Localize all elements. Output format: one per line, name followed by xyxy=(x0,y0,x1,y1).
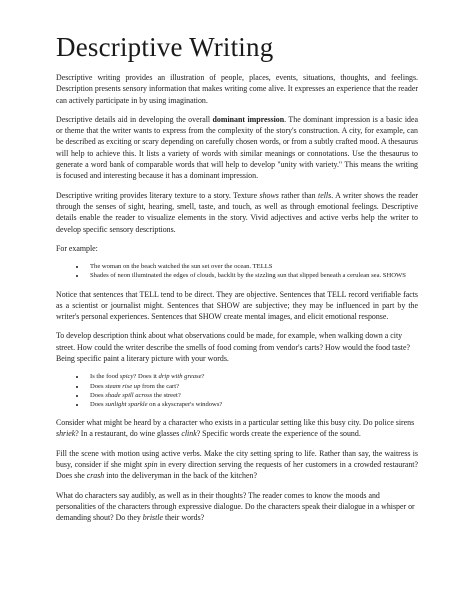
italic-term: tells xyxy=(318,190,332,200)
example-list-sensory xyxy=(56,372,418,409)
paragraph-texture xyxy=(56,190,418,235)
italic-term: clink xyxy=(181,429,197,439)
text: What do characters say audibly, as well as in their thoughts? The reader comes to know the moods and personalities of the characters through expressive dialogue. Do the characters speak their dialogue in a whisper or demanding shout? Do they xyxy=(56,490,415,523)
text: the street? xyxy=(152,391,181,399)
text: . The dominant impression is a basic idea or theme that the writer wants to express from the complexity of the story's construction. A city, for example, can be described as exciting or scary depending on carefully chosen words, or from a subtly crafted mood. A thesaurus will help to achieve this. It lists a variety of words with similar meanings or connotations. Use the thesaurus to generate a word bank of comparable words that will help to develop "unity with variety." This means the writing is focused and interesting because it has a dominant impression. xyxy=(56,114,418,181)
list-item xyxy=(86,382,418,391)
text: Does xyxy=(90,391,106,399)
text: their words? xyxy=(162,513,205,523)
italic-term: crash xyxy=(86,471,105,481)
text: rather than xyxy=(278,190,319,200)
paragraph-dialogue xyxy=(56,490,418,524)
text: Descriptive details aid in developing the overall xyxy=(56,114,213,124)
text: from the cart? xyxy=(140,382,180,390)
list-item: • Shades of neon illuminated the edges of clouds, backlit by the sizzling sun that slipped beneath a cerulean sea. SHOWS xyxy=(86,271,418,280)
text: . A writer shows the reader through the senses of sight, hearing, smell, taste, and touch, as well as through emotional feelings. Descriptive details enable the reader to visualize elements in the story. Vivid adjectives and active verbs help the writer to develop specific sensory descriptions. xyxy=(56,190,418,234)
list-item xyxy=(86,372,418,381)
italic-term: sunlight sparkle xyxy=(105,400,148,408)
text: in every direction serving the requests of her customers in a crowded restaurant? Does she xyxy=(56,460,418,481)
paragraph-observations: To develop description think about what observations could be made, for example, when walking down a city street. How could the writer describe the smells of food coming from vendor's carts? How would the food taste? Being specific paint a literary picture with your words. xyxy=(56,331,410,364)
text: Fill the scene with motion using active verbs. Make the city setting spring to life. Rather than say, the waitress is busy, consider if she might xyxy=(56,448,418,470)
page-title: Descriptive Writing xyxy=(56,32,274,62)
text: ? Does it xyxy=(133,373,159,381)
italic-term: steam rise up xyxy=(105,382,141,390)
text: Does xyxy=(90,382,106,390)
italic-term: shade spill across xyxy=(105,391,153,399)
bold-term: dominant impression xyxy=(212,114,285,124)
text: Consider what might be heard by a character who exists in a particular setting like this busy city. Do police sirens xyxy=(56,418,415,428)
italic-term: spin xyxy=(144,460,158,470)
text: ? xyxy=(201,373,205,381)
paragraph-for-example: For example: xyxy=(56,243,98,253)
italic-term: drip with grease xyxy=(158,373,202,381)
text: Does xyxy=(90,400,106,408)
italic-term: spicy xyxy=(119,373,134,381)
text: Is the food xyxy=(90,373,120,381)
text: on a skyscraper's windows? xyxy=(147,400,223,408)
text: ? In a restaurant, do wine glasses xyxy=(75,429,182,439)
example-list-tells-shows xyxy=(56,262,418,280)
text: ? Specific words create the experience of the sound. xyxy=(196,429,361,439)
paragraph-dominant-impression xyxy=(56,114,418,182)
list-item: • The woman on the beach watched the sun set over the ocean. TELLS xyxy=(86,262,418,271)
list-item xyxy=(86,391,418,400)
paragraph-motion xyxy=(56,448,418,482)
italic-term: shows xyxy=(259,190,279,200)
italic-term: bristle xyxy=(142,513,163,523)
paragraph-tell-vs-show: Notice that sentences that TELL tend to be direct. They are objective. Sentences that TELL record verifiable facts as a scientist or journalist might. Sentences that SHOW are subjective; they may be influenced in part by the writer's personal experiences. Sentences that SHOW create mental images, and elicit emotional response. xyxy=(56,289,418,322)
paragraph-intro: Descriptive writing provides an illustration of people, places, events, situations, thoughts, and feelings. Description presents sensory information that makes writing come alive. It expresses an experience that the reader can actively participate in by using imagination. xyxy=(56,73,418,105)
list-item xyxy=(86,400,418,409)
paragraph-sound xyxy=(56,417,418,440)
text: Descriptive writing provides literary texture to a story. Texture xyxy=(56,190,260,200)
italic-term: shriek xyxy=(56,429,76,439)
text: into the deliveryman in the back of the kitchen? xyxy=(104,471,257,481)
